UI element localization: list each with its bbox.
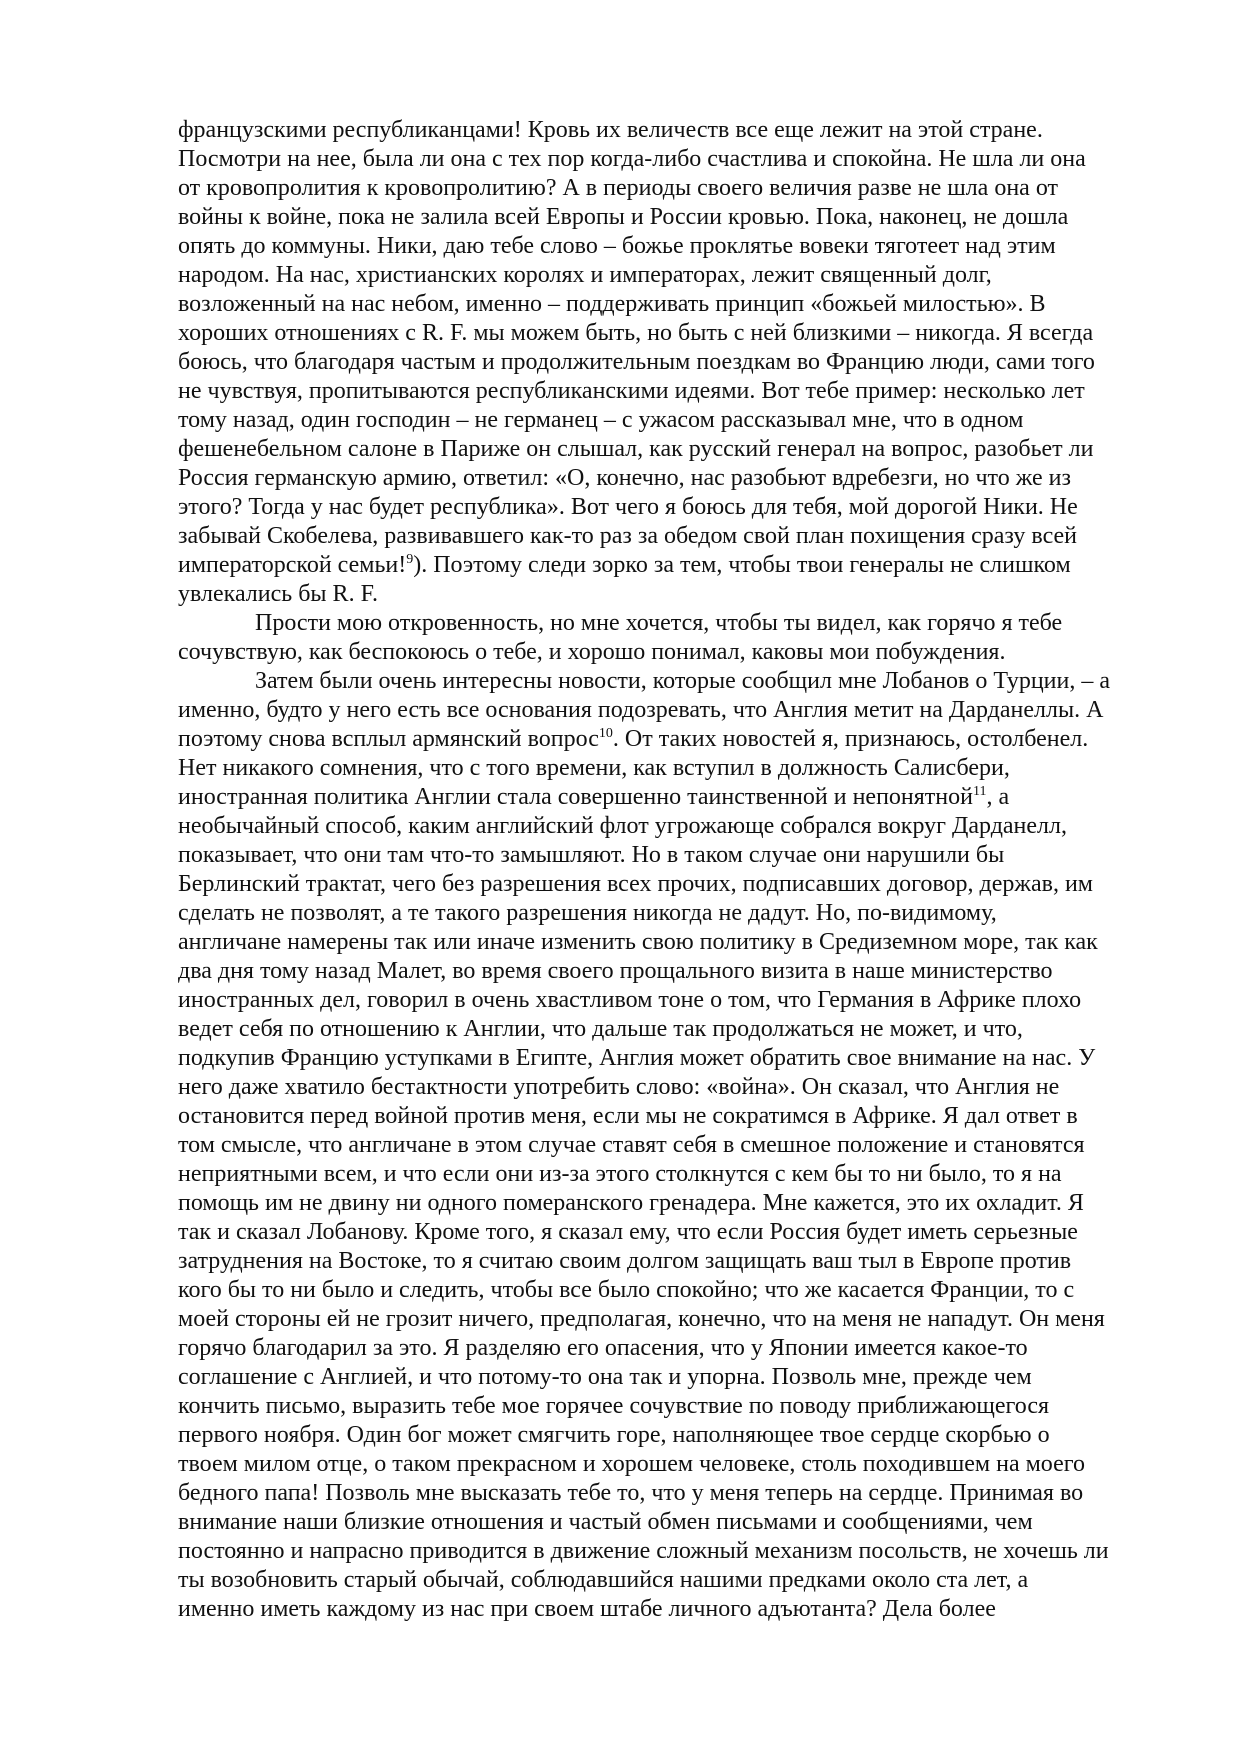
line-text: этого? Тогда у нас будет республика». Вот чего я боюсь для тебя, мой дорогой Ники. Не bbox=[178, 494, 1078, 520]
line-text: бедного папа! Позволь мне высказать тебе то, что у меня теперь на сердце. Принимая во bbox=[178, 1480, 1084, 1506]
line-text: англичане намерены так или иначе изменить свою политику в Средиземном море, так как bbox=[178, 929, 1098, 955]
text-line bbox=[178, 464, 1138, 493]
line-text: народом. На нас, христианских королях и императорах, лежит священный долг, bbox=[178, 262, 992, 288]
line-text: от кровопролития к кровопролитию? А в периоды своего величия разве не шла она от bbox=[178, 175, 1058, 201]
line-text: остановится перед войной против меня, если мы не сократимся в Африке. Я дал ответ в bbox=[178, 1103, 1078, 1129]
line-text: забывай Скобелева, развивавшего как-то раз за обедом свой план похищения сразу всей bbox=[178, 523, 1078, 549]
text-line bbox=[178, 551, 1138, 580]
line-text: Россия германскую армию, ответил: «О, конечно, нас разобьют вдребезги, но что же из bbox=[178, 465, 1071, 491]
line-text: Затем были очень интересны новости, которые сообщил мне Лобанов о Турции, – а bbox=[255, 668, 1111, 694]
text-line bbox=[178, 986, 1138, 1015]
line-text: опять до коммуны. Ники, даю тебе слово – божье проклятье вовеки тяготеет над этим bbox=[178, 233, 1056, 259]
line-text-continued: . От таких новостей я, признаюсь, остолбенел. bbox=[612, 726, 1089, 752]
line-text: два дня тому назад Малет, во время своего прощального визита в наше министерство bbox=[178, 958, 1053, 984]
line-text: именно, будто у него есть все основания подозревать, что Англия метит на Дарданеллы. А bbox=[178, 697, 1104, 723]
line-text: императорской семьи! bbox=[178, 552, 407, 578]
text-line bbox=[178, 1073, 1138, 1102]
line-text: Посмотри на нее, была ли она с тех пор когда-либо счастлива и спокойна. Не шла ли она bbox=[178, 146, 1086, 172]
line-text: Берлинский трактат, чего без разрешения всех прочих, подписавших договор, держав, им bbox=[178, 871, 1093, 897]
line-text: сочувствую, как беспокоюсь о тебе, и хорошо понимал, каковы мои побуждения. bbox=[178, 639, 1006, 665]
line-text: фешенебельном салоне в Париже он слышал, как русский генерал на вопрос, разобьет ли bbox=[178, 436, 1094, 462]
line-text: иностранных дел, говорил в очень хвастливом тоне о том, что Германия в Африке плохо bbox=[178, 987, 1082, 1013]
line-text: тому назад, один господин – не германец – с ужасом рассказывал мне, что в одном bbox=[178, 407, 1024, 433]
text-line bbox=[178, 754, 1138, 783]
text-line bbox=[178, 203, 1138, 232]
line-text: ты возобновить старый обычай, соблюдавшийся нашими предками около ста лет, а bbox=[178, 1567, 1029, 1593]
text-line bbox=[178, 1479, 1138, 1508]
text-line bbox=[178, 1015, 1138, 1044]
line-text: сделать не позволят, а те такого разрешения никогда не дадут. Но, по-видимому, bbox=[178, 900, 997, 926]
text-line bbox=[178, 580, 1138, 609]
text-line bbox=[178, 1334, 1138, 1363]
footnote-reference: 9 bbox=[406, 552, 414, 567]
text-line bbox=[178, 1450, 1138, 1479]
text-line bbox=[178, 1363, 1138, 1392]
text-line bbox=[178, 522, 1138, 551]
text-line bbox=[178, 174, 1138, 203]
text-line bbox=[178, 348, 1138, 377]
line-text: поэтому снова всплыл армянский вопрос bbox=[178, 726, 599, 752]
text-line bbox=[178, 1218, 1138, 1247]
text-line bbox=[178, 1421, 1138, 1450]
text-line bbox=[178, 261, 1138, 290]
text-line bbox=[178, 1131, 1138, 1160]
text-line bbox=[178, 290, 1138, 319]
line-text: моей стороны ей не грозит ничего, предполагая, конечно, что на меня не нападут. Он меня bbox=[178, 1306, 1105, 1332]
line-text: кого бы то ни было и следить, чтобы все было спокойно; что же касается Франции, то с bbox=[178, 1277, 1075, 1303]
text-line bbox=[178, 870, 1138, 899]
line-text: ведет себя по отношению к Англии, что дальше так продолжаться не может, и что, bbox=[178, 1016, 1023, 1042]
text-line bbox=[178, 1508, 1138, 1537]
line-text: горячо благодарил за это. Я разделяю его опасения, что у Японии имеется какое-то bbox=[178, 1335, 1028, 1361]
line-text: него даже хватило бестактности употребить слово: «война». Он сказал, что Англия не bbox=[178, 1074, 1060, 1100]
text-line bbox=[178, 1160, 1138, 1189]
line-text: возложенный на нас небом, именно – поддерживать принцип «божьей милостью». В bbox=[178, 291, 1046, 317]
text-line bbox=[178, 957, 1138, 986]
text-line bbox=[178, 145, 1138, 174]
text-line bbox=[178, 638, 1138, 667]
line-text-continued: , а bbox=[986, 784, 1010, 810]
text-line bbox=[178, 812, 1138, 841]
line-text-continued: ). Поэтому следи зорко за тем, чтобы твои генералы не слишком bbox=[413, 552, 1071, 578]
line-text: том смысле, что англичане в этом случае ставят себя в смешное положение и становятся bbox=[178, 1132, 1085, 1158]
line-text: увлекались бы R. F. bbox=[178, 581, 378, 607]
footnote-reference: 11 bbox=[972, 784, 987, 799]
footnote-reference: 10 bbox=[598, 726, 613, 741]
line-text: внимание наши близкие отношения и частый обмен письмами и сообщениями, чем bbox=[178, 1509, 1033, 1535]
text-line bbox=[178, 1537, 1138, 1566]
line-text: подкупив Францию уступками в Египте, Англия может обратить свое внимание на нас. У bbox=[178, 1045, 1096, 1071]
text-line bbox=[178, 899, 1138, 928]
text-line bbox=[178, 928, 1138, 957]
line-text: соглашение с Англией, и что потому-то она так и упорна. Позволь мне, прежде чем bbox=[178, 1364, 1032, 1390]
text-line bbox=[178, 696, 1138, 725]
line-text: постоянно и напрасно приводится в движение сложный механизм посольств, не хочешь ли bbox=[178, 1538, 1109, 1564]
text-line bbox=[178, 116, 1138, 145]
text-line bbox=[178, 319, 1138, 348]
line-text: именно иметь каждому из нас при своем штабе личного адъютанта? Дела более bbox=[178, 1596, 996, 1622]
text-line bbox=[178, 1595, 1138, 1624]
line-text: так и сказал Лобанову. Кроме того, я сказал ему, что если Россия будет иметь серьезные bbox=[178, 1219, 1078, 1245]
line-text: первого ноября. Один бог может смягчить горе, наполняющее твое сердце скорбью о bbox=[178, 1422, 1050, 1448]
line-text: войны к войне, пока не залила всей Европы и России кровью. Пока, наконец, не дошла bbox=[178, 204, 1069, 230]
text-line bbox=[178, 232, 1138, 261]
text-line bbox=[178, 1566, 1138, 1595]
text-line bbox=[178, 1102, 1138, 1131]
line-text: французскими республиканцами! Кровь их величеств все еще лежит на этой стране. bbox=[178, 117, 1043, 143]
text-line bbox=[178, 406, 1138, 435]
text-line bbox=[178, 1044, 1138, 1073]
text-line bbox=[178, 493, 1138, 522]
text-line bbox=[178, 667, 1138, 696]
line-text: боюсь, что благодаря частым и продолжительным поездкам во Францию люди, сами того bbox=[178, 349, 1095, 375]
text-line bbox=[178, 783, 1138, 812]
text-line bbox=[178, 1247, 1138, 1276]
line-text: необычайный способ, каким английский флот угрожающе собрался вокруг Дарданелл, bbox=[178, 813, 1068, 839]
line-text: помощь им не двину ни одного померанского гренадера. Мне кажется, это их охладит. Я bbox=[178, 1190, 1084, 1216]
letter-body-text bbox=[178, 116, 1138, 1624]
line-text: хороших отношениях с R. F. мы можем быть, но быть с ней близкими – никогда. Я всегда bbox=[178, 320, 1094, 346]
line-text: твоем милом отце, о таком прекрасном и хорошем человеке, столь походившем на моего bbox=[178, 1451, 1085, 1477]
line-text: Нет никакого сомнения, что с того времени, как вступил в должность Салисбери, bbox=[178, 755, 1010, 781]
text-line bbox=[178, 1189, 1138, 1218]
text-line bbox=[178, 377, 1138, 406]
text-line bbox=[178, 841, 1138, 870]
text-line bbox=[178, 609, 1138, 638]
text-line bbox=[178, 725, 1138, 754]
line-text: не чувствуя, пропитываются республиканскими идеями. Вот тебе пример: несколько лет bbox=[178, 378, 1085, 404]
text-line bbox=[178, 1392, 1138, 1421]
text-line bbox=[178, 435, 1138, 464]
line-text: затруднения на Востоке, то я считаю своим долгом защищать ваш тыл в Европе против bbox=[178, 1248, 1072, 1274]
line-text: Прости мою откровенность, но мне хочется, чтобы ты видел, как горячо я тебе bbox=[255, 610, 1063, 636]
text-line bbox=[178, 1305, 1138, 1334]
line-text: неприятными всем, и что если они из-за этого столкнутся с кем бы то ни было, то я на bbox=[178, 1161, 1062, 1187]
text-line bbox=[178, 1276, 1138, 1305]
line-text: показывает, что они там что-то замышляют. Но в таком случае они нарушили бы bbox=[178, 842, 1005, 868]
line-text: иностранная политика Англии стала совершенно таинственной и непонятной bbox=[178, 784, 973, 810]
line-text: кончить письмо, выразить тебе мое горячее сочувствие по поводу приближающегося bbox=[178, 1393, 1050, 1419]
